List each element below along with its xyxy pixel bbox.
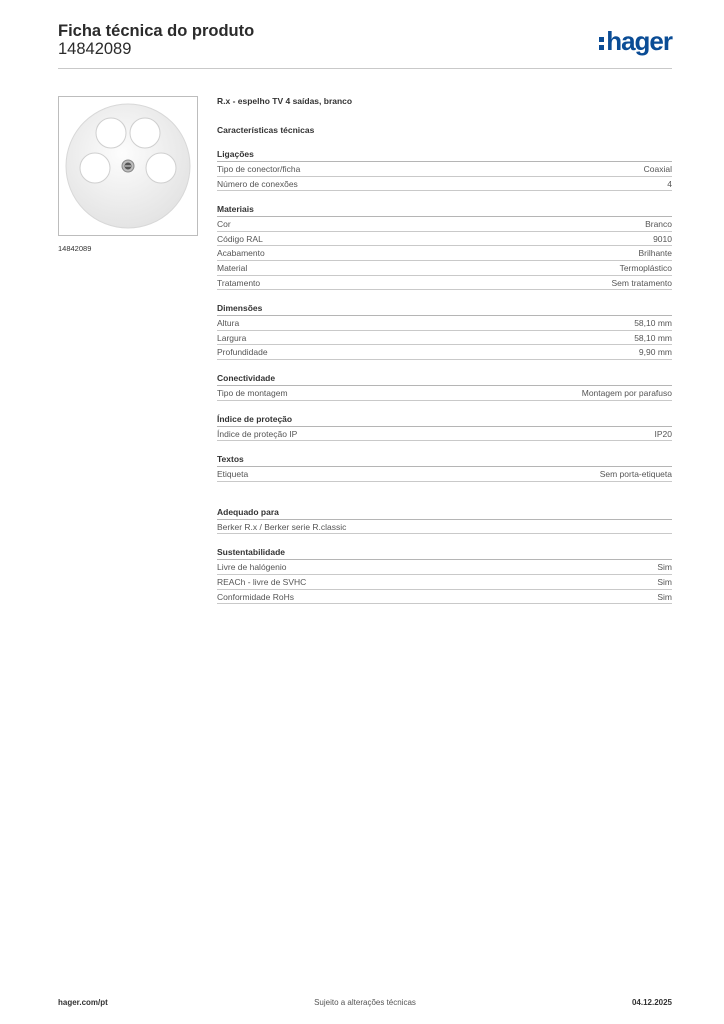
spec-value: Termoplástico [619, 262, 672, 273]
group-title: Textos [217, 454, 672, 467]
footer-website-link[interactable]: hager.com/pt [58, 998, 108, 1007]
spec-value: Montagem por parafuso [581, 387, 672, 398]
group-title: Ligações [217, 149, 672, 162]
spec-label: Largura [217, 332, 247, 343]
spec-row [217, 162, 672, 177]
spec-label: Altura [217, 318, 240, 329]
group-title: Dimensões [217, 303, 672, 316]
spec-row [217, 467, 672, 482]
spec-row [217, 177, 672, 192]
spec-row [217, 316, 672, 331]
logo-dots-icon [599, 37, 604, 50]
group-title: Índice de proteção [217, 414, 672, 427]
product-number: 14842089 [58, 40, 132, 58]
group-title: Sustentabilidade [217, 547, 672, 560]
spec-value: Branco [645, 219, 672, 230]
spec-row [217, 276, 672, 291]
spec-value: Brilhante [638, 248, 672, 259]
group-title: Materiais [217, 204, 672, 217]
group-adequado-para [217, 507, 672, 535]
spec-label: Etiqueta [217, 469, 249, 480]
spec-label: Livre de halógenio [217, 562, 287, 573]
image-caption: 14842089 [58, 244, 92, 253]
technical-data [217, 96, 672, 604]
group-title: Conectividade [217, 373, 672, 386]
spec-value: 9010 [653, 233, 672, 244]
suitable-text: Berker R.x / Berker serie R.classic [217, 520, 672, 535]
spec-row [217, 345, 672, 360]
spec-row [217, 427, 672, 442]
spec-row [217, 575, 672, 590]
spec-value: Sim [657, 591, 672, 602]
group-textos [217, 454, 672, 482]
spec-value: 9,90 mm [638, 347, 672, 358]
product-image [58, 96, 198, 236]
spec-label: Acabamento [217, 248, 265, 259]
spec-row [217, 560, 672, 575]
tv-socket-cover-plate-icon [59, 97, 197, 235]
spec-label: Tipo de conector/ficha [217, 164, 301, 174]
spec-label: Cor [217, 219, 231, 230]
technical-characteristics-title: Características técnicas [217, 125, 315, 135]
group-sustentabilidade [217, 547, 672, 604]
spec-value: 58,10 mm [634, 332, 672, 343]
spec-value: IP20 [654, 428, 672, 439]
spec-label: Profundidade [217, 347, 268, 358]
spec-row [217, 331, 672, 346]
group-indice-protecao [217, 414, 672, 442]
hager-logo [599, 28, 672, 54]
spec-row [217, 590, 672, 605]
spec-value: Sim [657, 562, 672, 573]
spec-value: 4 [667, 178, 672, 189]
group-dimensoes [217, 303, 672, 360]
spec-row [217, 217, 672, 232]
spec-label: Código RAL [217, 233, 263, 244]
group-title: Adequado para [217, 507, 672, 520]
spec-label: Conformidade RoHs [217, 591, 295, 602]
spec-label: Tratamento [217, 277, 261, 288]
spec-row [217, 246, 672, 261]
logo-text: hager [606, 26, 672, 56]
spec-label: Número de conexões [217, 178, 298, 189]
page-header [58, 22, 672, 69]
spec-value: Sem tratamento [611, 277, 672, 288]
footer-notice: Sujeito a alterações técnicas [314, 998, 416, 1007]
spec-label: Tipo de montagem [217, 387, 288, 398]
spec-label: REACh - livre de SVHC [217, 576, 307, 587]
spec-value: Sem porta-etiqueta [599, 469, 672, 480]
spec-value: 58,10 mm [634, 318, 672, 329]
spec-row [217, 232, 672, 247]
spec-value: Coaxial [643, 164, 672, 174]
group-conectividade [217, 373, 672, 401]
product-name: R.x - espelho TV 4 saídas, branco [217, 96, 353, 106]
spec-label: Material [217, 262, 248, 273]
group-ligacoes [217, 149, 672, 191]
footer-date: 04.12.2025 [631, 998, 672, 1007]
document-title: Ficha técnica do produto [58, 22, 255, 40]
group-materiais [217, 204, 672, 290]
spec-value: Sim [657, 576, 672, 587]
spec-row [217, 386, 672, 401]
spec-label: Índice de proteção IP [217, 428, 298, 439]
spec-row [217, 261, 672, 276]
